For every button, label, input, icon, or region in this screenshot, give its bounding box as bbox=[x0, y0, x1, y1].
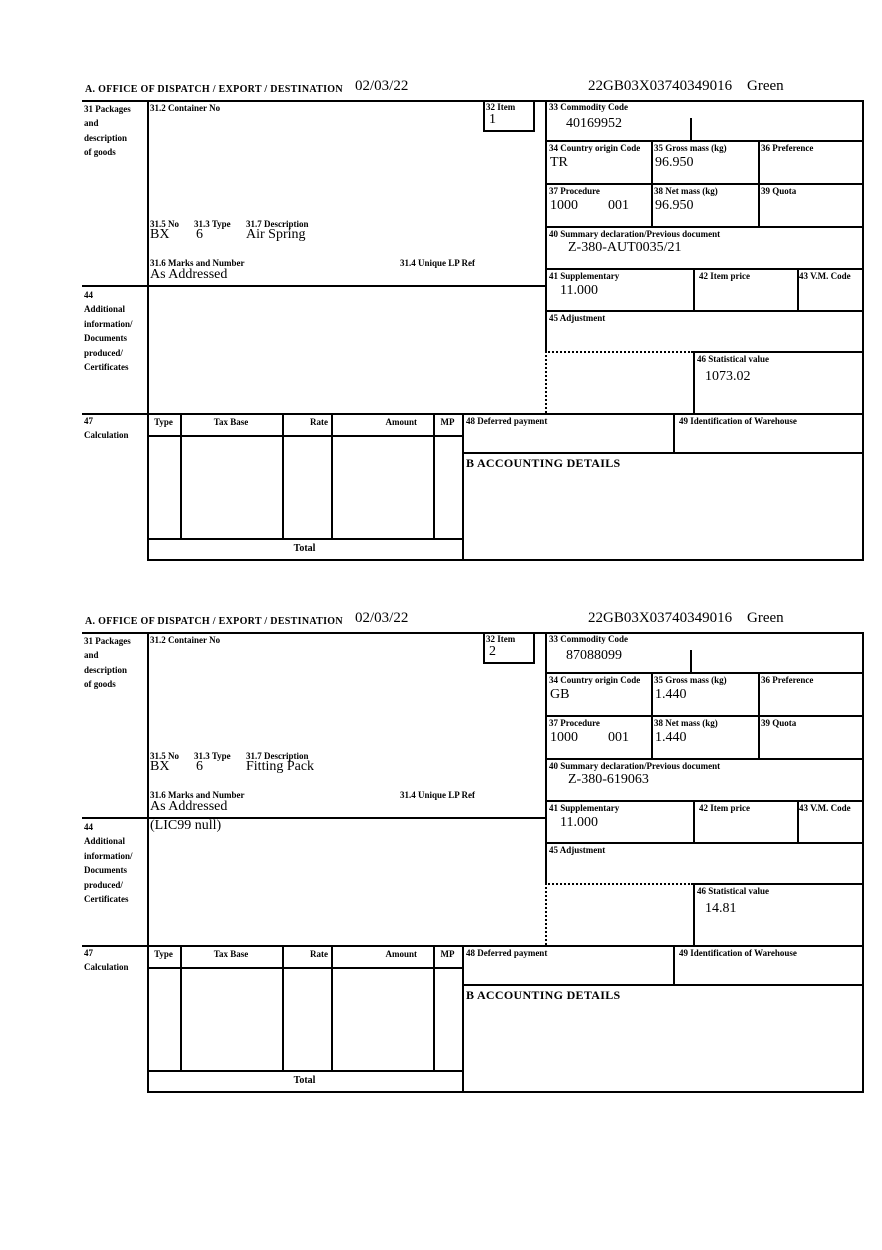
grid-line bbox=[147, 435, 462, 437]
box44-label: Certificates bbox=[84, 894, 129, 904]
box44-label: Certificates bbox=[84, 362, 129, 372]
total-label: Total bbox=[293, 1075, 316, 1086]
procedure-ext-value: 001 bbox=[608, 198, 629, 213]
marks-label: 31.6 Marks and Number bbox=[150, 258, 245, 268]
routing-status: Green bbox=[747, 78, 784, 94]
box31-label: and bbox=[84, 118, 99, 128]
container-no-label: 31.2 Container No bbox=[150, 635, 221, 645]
item-box-line bbox=[533, 100, 535, 130]
commodity-divider-tick bbox=[690, 650, 692, 672]
grid-line bbox=[147, 100, 149, 561]
description-label: 31.7 Description bbox=[246, 219, 309, 229]
commodity-code-value: 40169952 bbox=[566, 116, 622, 131]
mrn-reference: 22GB03X03740349016 bbox=[588, 78, 733, 94]
item-price-label: 42 Item price bbox=[699, 803, 750, 813]
grid-line bbox=[673, 945, 675, 984]
commodity-code-label: 33 Commodity Code bbox=[549, 634, 628, 644]
grid-line bbox=[693, 883, 695, 945]
statistical-value-label: 46 Statistical value bbox=[697, 354, 769, 364]
office-of-dispatch-title: A. OFFICE OF DISPATCH / EXPORT / DESTINATION bbox=[85, 616, 343, 627]
country-origin-value: TR bbox=[550, 155, 568, 170]
box44-label: 44 bbox=[84, 290, 93, 300]
description-label: 31.7 Description bbox=[246, 751, 309, 761]
net-mass-label: 38 Net mass (kg) bbox=[654, 186, 718, 196]
country-origin-label: 34 Country origin Code bbox=[549, 675, 641, 685]
dotted-line bbox=[545, 883, 547, 945]
package-no-value: BX bbox=[150, 227, 170, 242]
item-box-line bbox=[483, 130, 535, 132]
package-no-label: 31.5 No bbox=[150, 219, 179, 229]
grid-line bbox=[545, 672, 862, 674]
country-origin-label: 34 Country origin Code bbox=[549, 143, 641, 153]
routing-status: Green bbox=[747, 610, 784, 626]
commodity-code-value: 87088099 bbox=[566, 648, 622, 663]
previous-document-label: 40 Summary declaration/Previous document bbox=[549, 761, 721, 771]
calc-header-mp: MP bbox=[440, 949, 455, 959]
warehouse-id-label: 49 Identification of Warehouse bbox=[679, 948, 797, 958]
calc-header-mp: MP bbox=[440, 417, 455, 427]
box31-label: and bbox=[84, 650, 99, 660]
item-box-line bbox=[483, 100, 485, 130]
box47-label: 47 bbox=[84, 416, 93, 426]
container-no-label: 31.2 Container No bbox=[150, 103, 221, 113]
adjustment-label: 45 Adjustment bbox=[549, 845, 606, 855]
grid-line bbox=[180, 413, 182, 538]
grid-line bbox=[693, 351, 862, 353]
marks-value: As Addressed bbox=[150, 799, 228, 814]
dotted-line bbox=[545, 351, 693, 353]
additional-information-value: (LIC99 null) bbox=[150, 818, 222, 833]
box44-label: 44 bbox=[84, 822, 93, 832]
grid-line bbox=[180, 945, 182, 1070]
total-label: Total bbox=[293, 543, 316, 554]
unique-lp-ref-label: 31.4 Unique LP Ref bbox=[400, 258, 476, 268]
dispatch-date: 02/03/22 bbox=[355, 78, 409, 94]
grid-line bbox=[545, 183, 862, 185]
grid-line bbox=[693, 883, 862, 885]
box44-label: information/ bbox=[84, 319, 133, 329]
net-mass-value: 1.440 bbox=[655, 730, 687, 745]
item-label: 32 Item bbox=[486, 634, 516, 644]
package-type-value: 6 bbox=[196, 759, 203, 774]
grid-line bbox=[147, 1091, 864, 1093]
unique-lp-ref-label: 31.4 Unique LP Ref bbox=[400, 790, 476, 800]
net-mass-value: 96.950 bbox=[655, 198, 694, 213]
declaration-item-2 bbox=[0, 608, 882, 1128]
grid-line bbox=[82, 632, 862, 634]
gross-mass-label: 35 Gross mass (kg) bbox=[654, 675, 727, 685]
grid-line bbox=[82, 945, 862, 947]
gross-mass-label: 35 Gross mass (kg) bbox=[654, 143, 727, 153]
grid-line bbox=[282, 945, 284, 1070]
commodity-divider-tick bbox=[690, 118, 692, 140]
form-grid bbox=[82, 100, 864, 563]
box44-label: produced/ bbox=[84, 348, 123, 358]
gross-mass-value: 96.950 bbox=[655, 155, 694, 170]
grid-line bbox=[462, 984, 862, 986]
box31-label: of goods bbox=[84, 679, 116, 689]
grid-line bbox=[545, 800, 862, 802]
box44-label: Additional bbox=[84, 304, 126, 314]
statistical-value: 1073.02 bbox=[705, 369, 751, 384]
item-price-label: 42 Item price bbox=[699, 271, 750, 281]
warehouse-id-label: 49 Identification of Warehouse bbox=[679, 416, 797, 426]
calc-header-type: Type bbox=[154, 949, 173, 959]
box31-label: description bbox=[84, 133, 128, 143]
box44-label: produced/ bbox=[84, 880, 123, 890]
grid-line bbox=[147, 538, 462, 540]
previous-document-label: 40 Summary declaration/Previous document bbox=[549, 229, 721, 239]
grid-line bbox=[82, 285, 547, 287]
box31-label: 31 Packages bbox=[84, 636, 131, 646]
item-box-line bbox=[483, 662, 535, 664]
package-type-value: 6 bbox=[196, 227, 203, 242]
previous-document-value: Z-380-AUT0035/21 bbox=[568, 240, 682, 255]
grid-line bbox=[331, 945, 333, 1070]
box47-label: Calculation bbox=[84, 962, 129, 972]
marks-value: As Addressed bbox=[150, 267, 228, 282]
dotted-line bbox=[545, 883, 693, 885]
box31-label: description bbox=[84, 665, 128, 675]
marks-label: 31.6 Marks and Number bbox=[150, 790, 245, 800]
calc-header-rate: Rate bbox=[310, 417, 328, 427]
deferred-payment-label: 48 Deferred payment bbox=[466, 948, 548, 958]
grid-line bbox=[862, 632, 864, 1093]
grid-line bbox=[331, 413, 333, 538]
statistical-value-label: 46 Statistical value bbox=[697, 886, 769, 896]
box44-label: Documents bbox=[84, 865, 127, 875]
gross-mass-value: 1.440 bbox=[655, 687, 687, 702]
grid-line bbox=[462, 452, 862, 454]
procedure-label: 37 Procedure bbox=[549, 186, 600, 196]
item-number-value: 2 bbox=[489, 644, 496, 659]
package-no-label: 31.5 No bbox=[150, 751, 179, 761]
calc-header-type: Type bbox=[154, 417, 173, 427]
dotted-line bbox=[545, 351, 547, 413]
adjustment-label: 45 Adjustment bbox=[549, 313, 606, 323]
vm-code-label: 43 V.M. Code bbox=[799, 803, 851, 813]
item-label: 32 Item bbox=[486, 102, 516, 112]
deferred-payment-label: 48 Deferred payment bbox=[466, 416, 548, 426]
calc-header-taxbase: Tax Base bbox=[213, 949, 249, 959]
previous-document-value: Z-380-619063 bbox=[568, 772, 649, 787]
grid-line bbox=[545, 140, 862, 142]
preference-label: 36 Preference bbox=[761, 143, 814, 153]
grid-line bbox=[545, 226, 862, 228]
grid-line bbox=[693, 268, 695, 310]
goods-description-value: Air Spring bbox=[246, 227, 306, 242]
form-grid bbox=[82, 632, 864, 1095]
declaration-item-1 bbox=[0, 76, 882, 596]
procedure-value: 1000 bbox=[550, 730, 578, 745]
grid-line bbox=[462, 413, 464, 559]
grid-line bbox=[147, 1070, 462, 1072]
grid-line bbox=[693, 351, 695, 413]
grid-line bbox=[545, 715, 862, 717]
box47-label: 47 bbox=[84, 948, 93, 958]
grid-line bbox=[147, 632, 149, 1093]
grid-line bbox=[147, 967, 462, 969]
package-type-label: 31.3 Type bbox=[194, 751, 231, 761]
grid-line bbox=[862, 100, 864, 561]
grid-line bbox=[545, 310, 862, 312]
supplementary-label: 41 Supplementary bbox=[549, 271, 620, 281]
quota-label: 39 Quota bbox=[761, 186, 797, 196]
supplementary-label: 41 Supplementary bbox=[549, 803, 620, 813]
quota-label: 39 Quota bbox=[761, 718, 797, 728]
dispatch-date: 02/03/22 bbox=[355, 610, 409, 626]
item-box-line bbox=[483, 632, 485, 662]
net-mass-label: 38 Net mass (kg) bbox=[654, 718, 718, 728]
vm-code-label: 43 V.M. Code bbox=[799, 271, 851, 281]
box31-label: of goods bbox=[84, 147, 116, 157]
grid-line bbox=[673, 413, 675, 452]
grid-line bbox=[433, 413, 435, 538]
supplementary-value: 11.000 bbox=[560, 283, 598, 298]
grid-line bbox=[462, 945, 464, 1091]
grid-line bbox=[693, 800, 695, 842]
office-of-dispatch-title: A. OFFICE OF DISPATCH / EXPORT / DESTINATION bbox=[85, 84, 343, 95]
statistical-value: 14.81 bbox=[705, 901, 737, 916]
preference-label: 36 Preference bbox=[761, 675, 814, 685]
mrn-reference: 22GB03X03740349016 bbox=[588, 610, 733, 626]
calc-header-rate: Rate bbox=[310, 949, 328, 959]
country-origin-value: GB bbox=[550, 687, 570, 702]
item-box-line bbox=[533, 632, 535, 662]
commodity-code-label: 33 Commodity Code bbox=[549, 102, 628, 112]
calc-header-amount: Amount bbox=[385, 417, 417, 427]
grid-line bbox=[545, 842, 862, 844]
grid-line bbox=[282, 413, 284, 538]
item-number-value: 1 bbox=[489, 112, 496, 127]
procedure-ext-value: 001 bbox=[608, 730, 629, 745]
calc-header-taxbase: Tax Base bbox=[213, 417, 249, 427]
package-no-value: BX bbox=[150, 759, 170, 774]
goods-description-value: Fitting Pack bbox=[246, 759, 315, 774]
accounting-details-label: B ACCOUNTING DETAILS bbox=[466, 988, 621, 1002]
package-type-label: 31.3 Type bbox=[194, 219, 231, 229]
procedure-label: 37 Procedure bbox=[549, 718, 600, 728]
box44-label: information/ bbox=[84, 851, 133, 861]
procedure-value: 1000 bbox=[550, 198, 578, 213]
accounting-details-label: B ACCOUNTING DETAILS bbox=[466, 456, 621, 470]
box31-label: 31 Packages bbox=[84, 104, 131, 114]
box47-label: Calculation bbox=[84, 430, 129, 440]
grid-line bbox=[82, 413, 862, 415]
box44-label: Documents bbox=[84, 333, 127, 343]
calc-header-amount: Amount bbox=[385, 949, 417, 959]
grid-line bbox=[545, 758, 862, 760]
grid-line bbox=[82, 100, 862, 102]
grid-line bbox=[545, 268, 862, 270]
grid-line bbox=[433, 945, 435, 1070]
supplementary-value: 11.000 bbox=[560, 815, 598, 830]
grid-line bbox=[147, 559, 864, 561]
box44-label: Additional bbox=[84, 836, 126, 846]
